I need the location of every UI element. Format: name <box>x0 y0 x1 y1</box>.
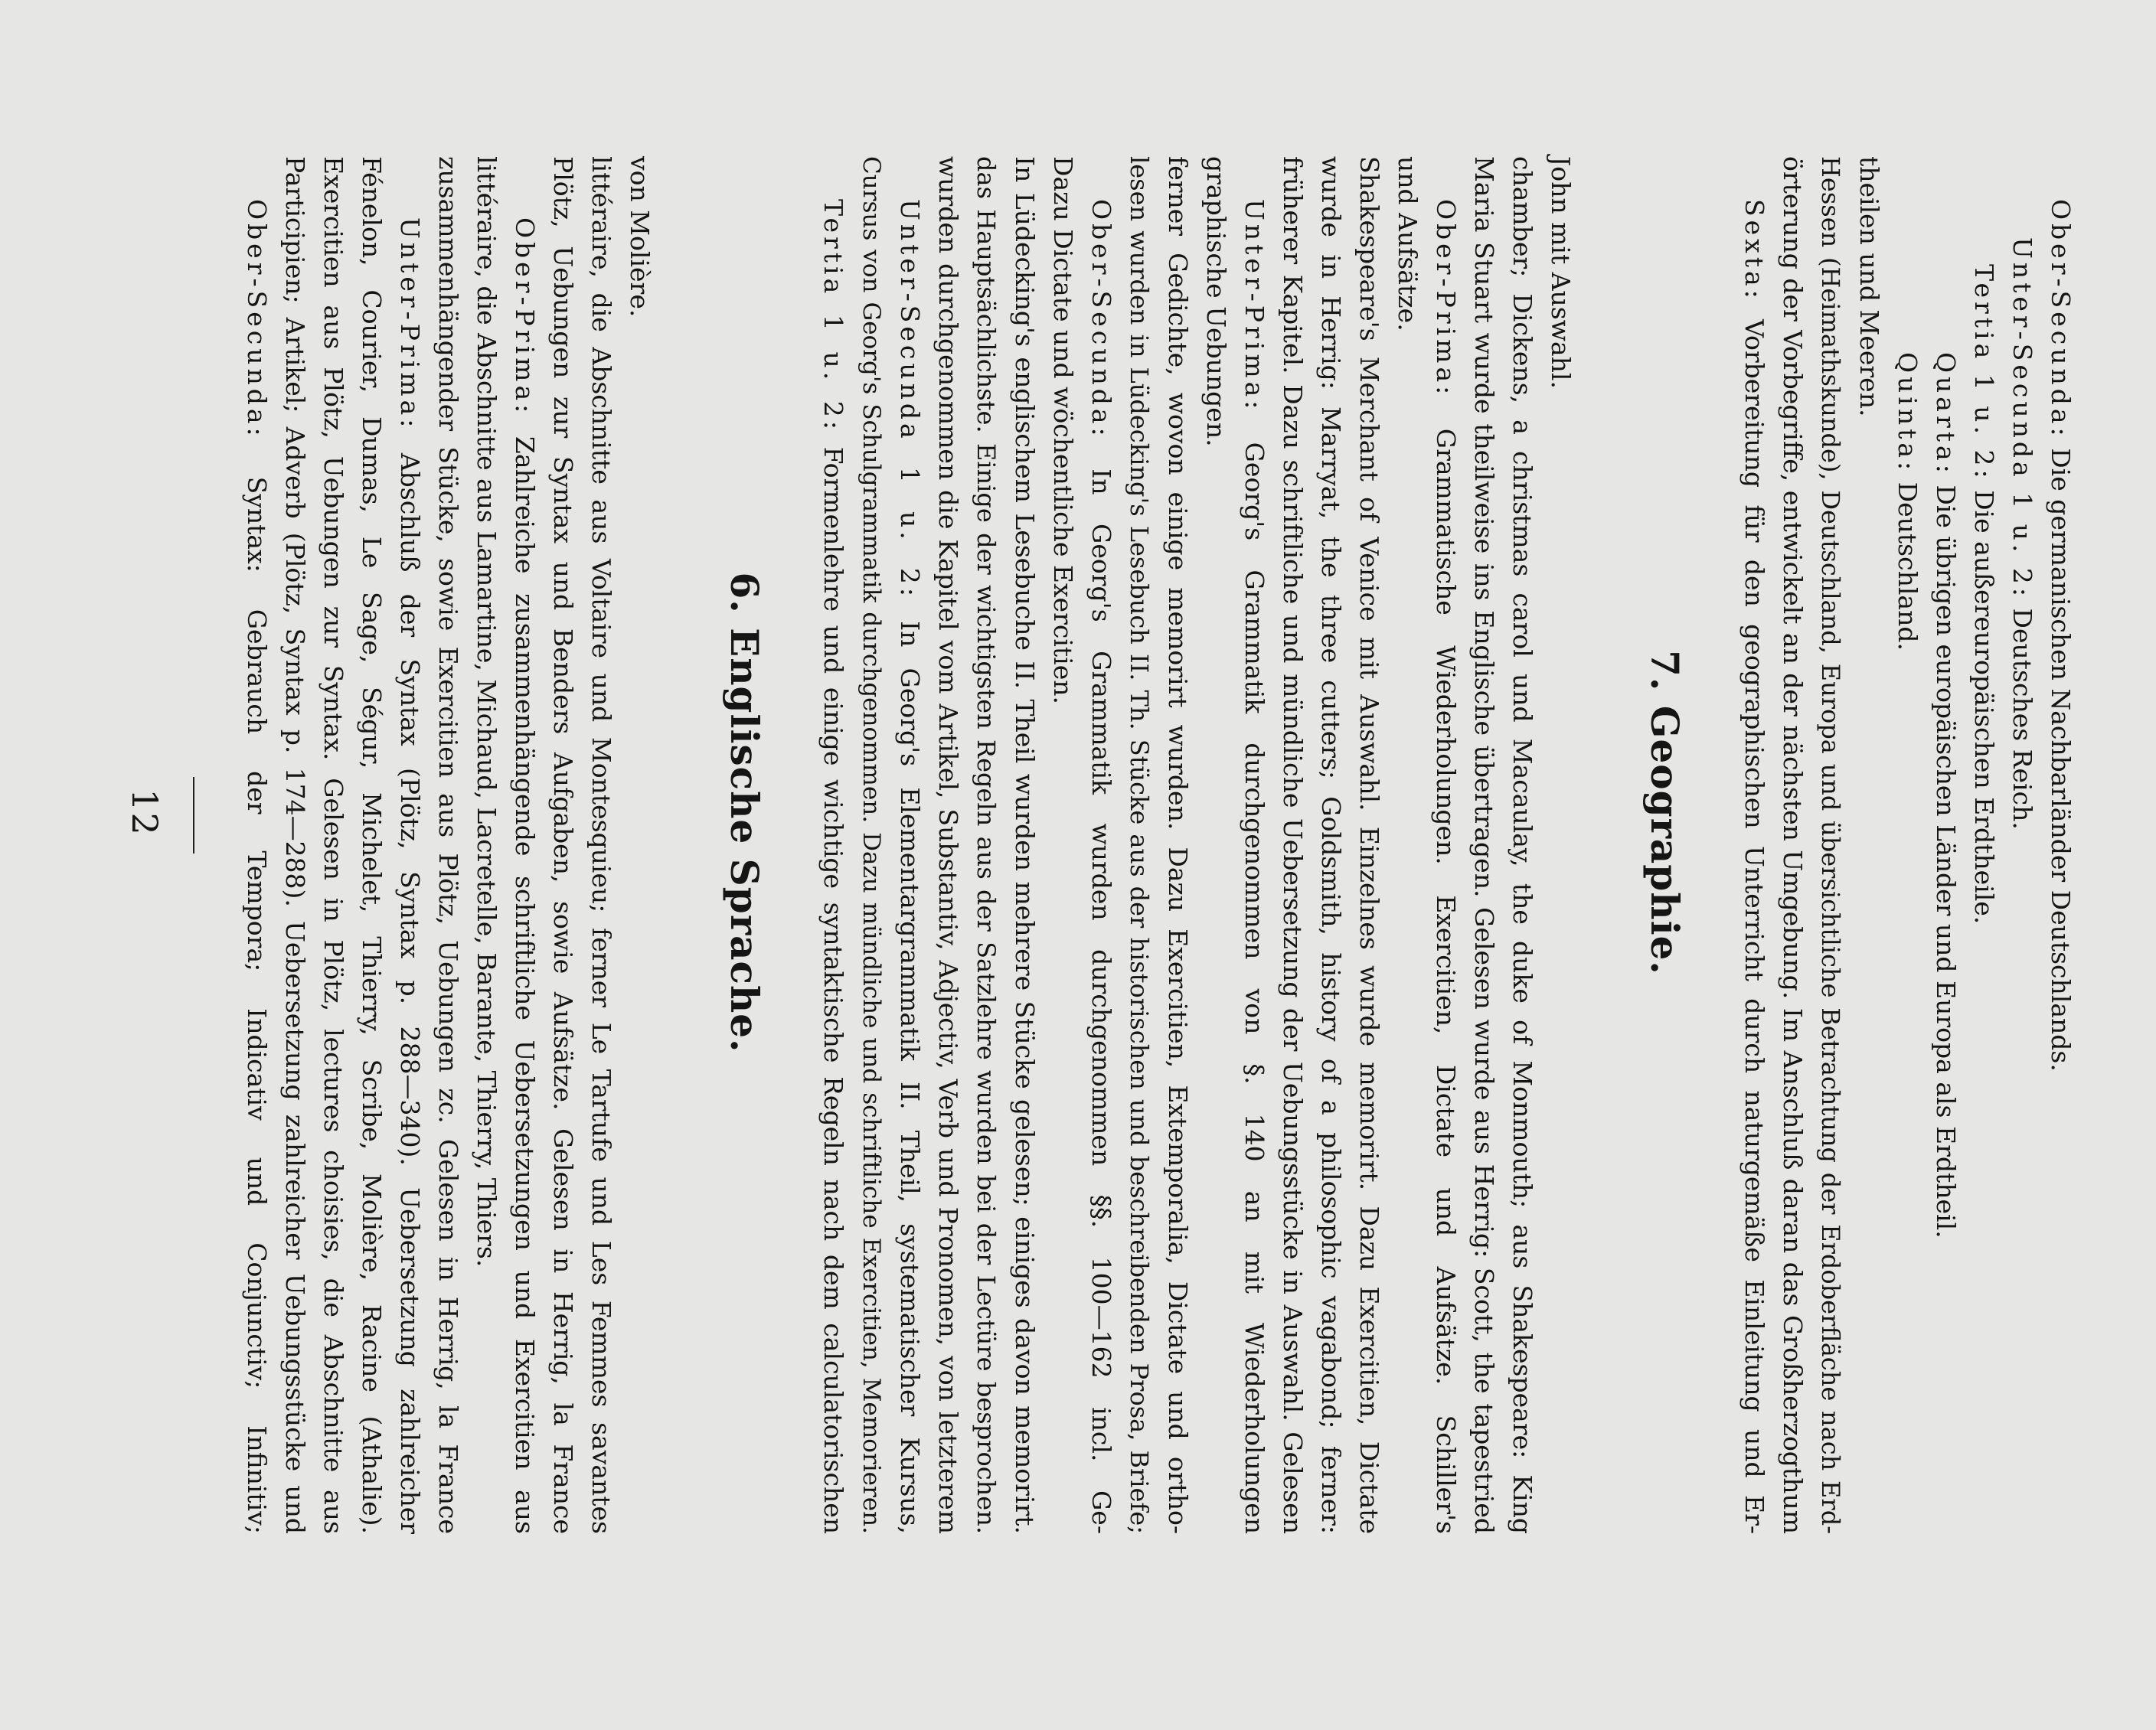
english-up-line-4: Shakespeare's Merchant of Venice mit Auswahl. Einzelnes wurde memorirt. Dazu Exercitien, Dictate <box>1354 156 1384 1534</box>
english-os-line-3: ferner Gedichte, wovon einige memorirt wurden. Dazu Exercitien, Extemporalia, Dictate und ortho- <box>1163 156 1193 1534</box>
english-heading: 6. Englische Sprache. <box>722 572 767 1053</box>
geo-sexta-line-3: Hessen (Heimathskunde), Deutschland, Europa und übersichtliche Betrachtung der Erdoberfläche nach Erd- <box>1816 156 1845 1534</box>
english-os-line-4: graphische Uebungen. <box>1201 156 1231 447</box>
geo-quinta-line: Quinta: Deutschland. <box>1893 352 1922 651</box>
french-oberpr-line-3: littéraire, die Abschnitte aus Voltaire und Montesquieu; ferner Le Tartufe und Les Femmes savantes <box>586 156 616 1534</box>
english-us-line-1: Unter-Secunda 1 u. 2: In Georg's Elementargrammatik II. Theil, systematischer Kursus, <box>895 199 925 1535</box>
english-op-line-2: Maria Stuart wurde theilweise ins Englische übertragen. Gelesen wurde aus Herrig: Scott, the tapestried <box>1469 156 1499 1534</box>
english-op-line-3: chamber; Dickens, a christmas carol und Macaulay, the duke of Monmouth; aus Shakespeare: King <box>1508 156 1537 1534</box>
french-line-4: Fénelon, Courier, Dumas, Le Sage, Ségur, Michelet, Thierry, Scribe, Molière, Racine (Athalie). <box>357 156 387 1534</box>
french-oberpr-line-4: von Molière. <box>625 156 655 318</box>
page-number: 12 <box>124 788 165 837</box>
french-line-2: Participien; Artikel; Adverb (Plötz, Syntax p. 174—288). Uebersetzung zahlreicher Uebungsstücke und <box>280 156 310 1534</box>
french-oberse-line-1: Ober-Secunda: Syntax: Gebrauch der Tempora; Indicativ und Conjunctiv; Infinitiv; <box>242 199 272 1534</box>
french-oberpr-line-2: Plötz, Uebungen zur Syntax und Benders Aufgaben, sowie Aufsätze. Gelesen in Herrig, la France <box>548 156 578 1534</box>
english-tertia-line-1: Tertia 1 u. 2: Formenlehre und einige wichtige syntaktische Regeln nach dem calculatorischen <box>818 199 848 1534</box>
geo-sexta-line-1: Sexta: Vorbereitung für den geographischen Unterricht durch naturgemäße Einleitung und Er- <box>1740 199 1769 1534</box>
geography-heading: 7. Geographie. <box>1642 650 1687 975</box>
geo-oberse-line: Ober-Secunda: Die germanischen Nachbarländer Deutschlands. <box>2046 199 2076 1072</box>
french-unterpr-line-3: littéraire, die Abschnitte aus Lamartine, Michaud, Lacretelle, Barante, Thierry, Thiers. <box>472 156 501 1268</box>
geo-quarta-line: Quarta: Die übrigen europäischen Länder und Europa als Erdtheil. <box>1931 352 1961 1239</box>
english-os-line-2: lesen wurden in Lüdecking's Lesebuch II. Th. Stücke aus der historischen und beschreibenden Prosa, Briefe; <box>1125 156 1154 1534</box>
french-oberpr-line-1: Ober-Prima: Zahlreiche zusammenhängende schriftliche Uebersetzungen und Exercitien aus <box>510 217 540 1534</box>
english-up-line-5: und Aufsätze. <box>1393 156 1423 331</box>
page-number-rule <box>193 777 194 854</box>
english-op-line-1: Ober-Prima: Grammatische Wiederholungen. Exercitien, Dictate und Aufsätze. Schiller's <box>1431 199 1461 1534</box>
geo-sexta-line-2: örterung der Vorbegriffe, entwickelt an der nächsten Umgebung. Im Anschluß daran das Großherzogthum <box>1778 156 1808 1534</box>
french-unterpr-line-1: Unter-Prima: Abschluß der Syntax (Plötz, Syntax p. 288—340). Uebersetzung zahlreicher <box>395 217 425 1534</box>
geo-tertia-line: Tertia 1 u. 2: Die außereuropäischen Erdtheile. <box>1969 264 1999 925</box>
geo-unterse-line: Unter-Secunda 1 u. 2: Deutsches Reich. <box>2007 237 2037 830</box>
english-up-line-3: wurde in Herrig: Marryat, the three cutters; Goldsmith, history of a philosophic vagabond; ferner: <box>1316 156 1346 1534</box>
french-line-3: Exercitien aus Plötz, Uebungen zur Syntax. Gelesen in Plötz, lectures choisies, die Abschnitte aus <box>318 156 348 1534</box>
english-op-line-4: John mit Auswahl. <box>1546 156 1576 389</box>
english-up-line-1: Unter-Prima: Georg's Grammatik durchgenommen von §. 140 an mit Wiederholungen <box>1240 199 1269 1534</box>
english-us-line-4: In Lüdecking's englischem Lesebuche II. Theil wurden mehrere Stücke gelesen; einiges davon memorirt. <box>1010 156 1040 1534</box>
english-tertia-line-2: Cursus von Georg's Schulgrammatik durchgenommen. Dazu mündliche und schriftliche Exercitien, Memorieren. <box>858 156 885 1534</box>
english-us-line-5: Dazu Dictate und wöchentliche Exercitien. <box>1048 156 1078 704</box>
english-us-line-3: das Hauptsächlichste. Einige der wichtigsten Regeln aus der Satzlehre wurden bei der Lectüre besprochen. <box>972 156 1001 1534</box>
english-os-line-1: Ober-Secunda: In Georg's Grammatik wurden durchgenommen §§. 100—162 incl. Ge- <box>1086 199 1116 1534</box>
english-us-line-2: wurden durchgenommen die Kapitel vom Artikel, Substantiv, Adjectiv, Verb und Pronomen, von letzterem <box>933 156 963 1534</box>
geo-sexta-line-4: theilen und Meeren. <box>1854 156 1884 417</box>
french-unterpr-line-2: zusammenhängender Stücke, sowie Exercitien aus Plötz, Uebungen zc. Gelesen in Herrig, la France <box>433 156 463 1534</box>
english-up-line-2: früherer Kapitel. Dazu schriftliche und mündliche Uebersetzung der Uebungsstücke in Auswahl. Gelesen <box>1278 156 1308 1534</box>
